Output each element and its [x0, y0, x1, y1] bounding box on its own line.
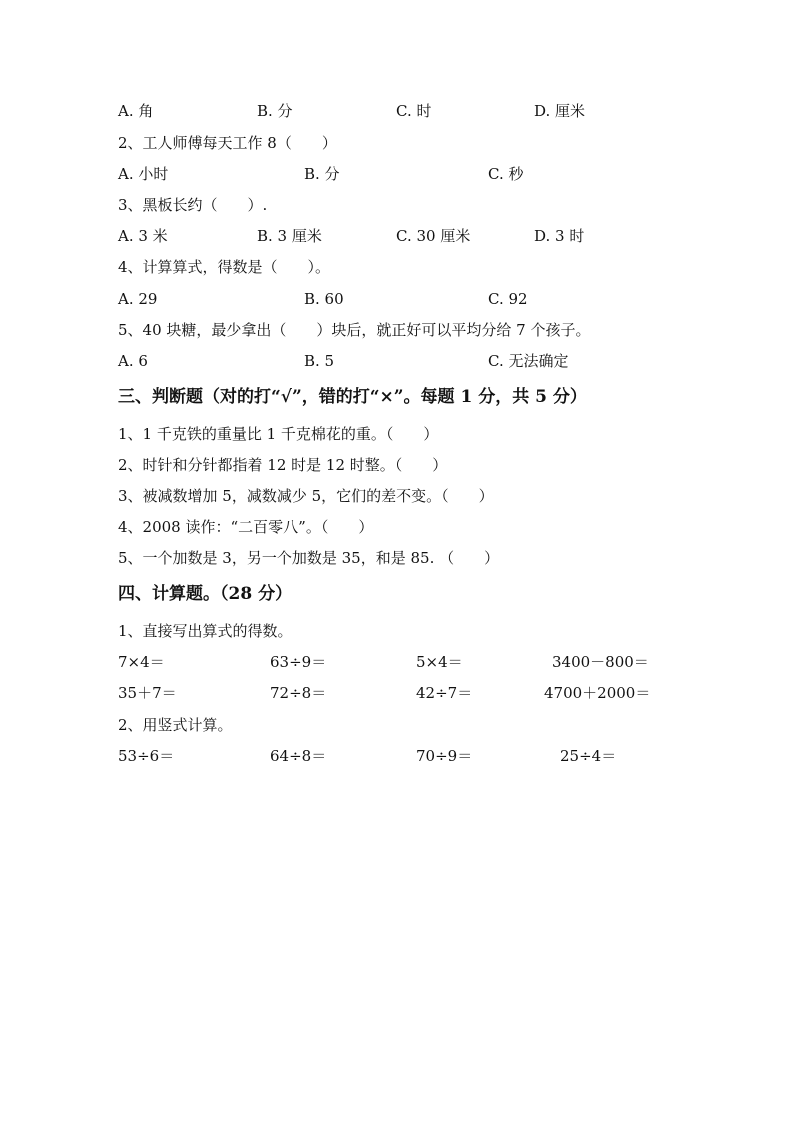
calc-item: 35＋7＝: [118, 684, 177, 702]
q3-option-d: D. 3 时: [534, 227, 585, 245]
calc-part1-row2: [0, 683, 794, 703]
q5-option-a: A. 6: [118, 352, 148, 370]
q4-option-a: A. 29: [118, 290, 158, 308]
calc-item: 72÷8＝: [270, 684, 327, 702]
calc-item: 53÷6＝: [118, 747, 175, 765]
question-5: 5、40 块糖，最少拿出（ ）块后，就正好可以平均分给 7 个孩子。: [118, 321, 591, 339]
calc-item: 7×4＝: [118, 653, 165, 671]
judge-item-1: 1、1 千克铁的重量比 1 千克棉花的重。（ ）: [118, 425, 439, 443]
q5-option-b: B. 5: [304, 352, 335, 370]
q5-option-c: C. 无法确定: [488, 352, 569, 370]
calc-part2-row1: [0, 746, 794, 766]
q5-options: [0, 351, 794, 371]
calc-item: 5×4＝: [416, 653, 463, 671]
q3-options: [0, 226, 794, 246]
judge-item-4: 4、2008 读作：“二百零八”。（ ）: [118, 518, 374, 536]
q2-option-a: A. 小时: [118, 165, 169, 183]
q1-options: [0, 101, 794, 121]
calc-item: 3400－800＝: [552, 653, 649, 671]
calc-item: 42÷7＝: [416, 684, 473, 702]
judge-item-2: 2、时针和分针都指着 12 时是 12 时整。（ ）: [118, 456, 448, 474]
q4-options: [0, 289, 794, 309]
q3-option-b: B. 3 厘米: [257, 227, 322, 245]
section-3-title: 三、判断题（对的打“√”，错的打“×”。每题 1 分，共 5 分）: [118, 387, 587, 407]
q1-option-c: C. 时: [396, 102, 432, 120]
judge-item-5: 5、一个加数是 3，另一个加数是 35，和是 85. （ ）: [118, 549, 500, 567]
calc-part1-label: 1、直接写出算式的得数。: [118, 622, 293, 640]
calc-item: 70÷9＝: [416, 747, 473, 765]
calc-item: 4700＋2000＝: [544, 684, 651, 702]
q2-options: [0, 164, 794, 184]
calc-item: 64÷8＝: [270, 747, 327, 765]
q3-option-a: A. 3 米: [118, 227, 168, 245]
calc-part2-label: 2、用竖式计算。: [118, 716, 233, 734]
judge-item-3: 3、被减数增加 5，减数减少 5，它们的差不变。（ ）: [118, 487, 494, 505]
q3-option-c: C. 30 厘米: [396, 227, 471, 245]
q2-option-c: C. 秒: [488, 165, 524, 183]
q1-option-a: A. 角: [118, 102, 154, 120]
section-4-title: 四、计算题。（28 分）: [118, 584, 293, 604]
q1-option-d: D. 厘米: [534, 102, 586, 120]
question-4: 4、计算算式，得数是（ ）。: [118, 258, 331, 276]
question-3: 3、黑板长约（ ）.: [118, 196, 268, 214]
q1-option-b: B. 分: [257, 102, 293, 120]
question-2: 2、工人师傅每天工作 8（ ）: [118, 134, 337, 152]
calc-item: 25÷4＝: [560, 747, 617, 765]
calc-item: 63÷9＝: [270, 653, 327, 671]
calc-part1-row1: [0, 652, 794, 672]
q4-option-b: B. 60: [304, 290, 344, 308]
q4-option-c: C. 92: [488, 290, 528, 308]
q2-option-b: B. 分: [304, 165, 340, 183]
